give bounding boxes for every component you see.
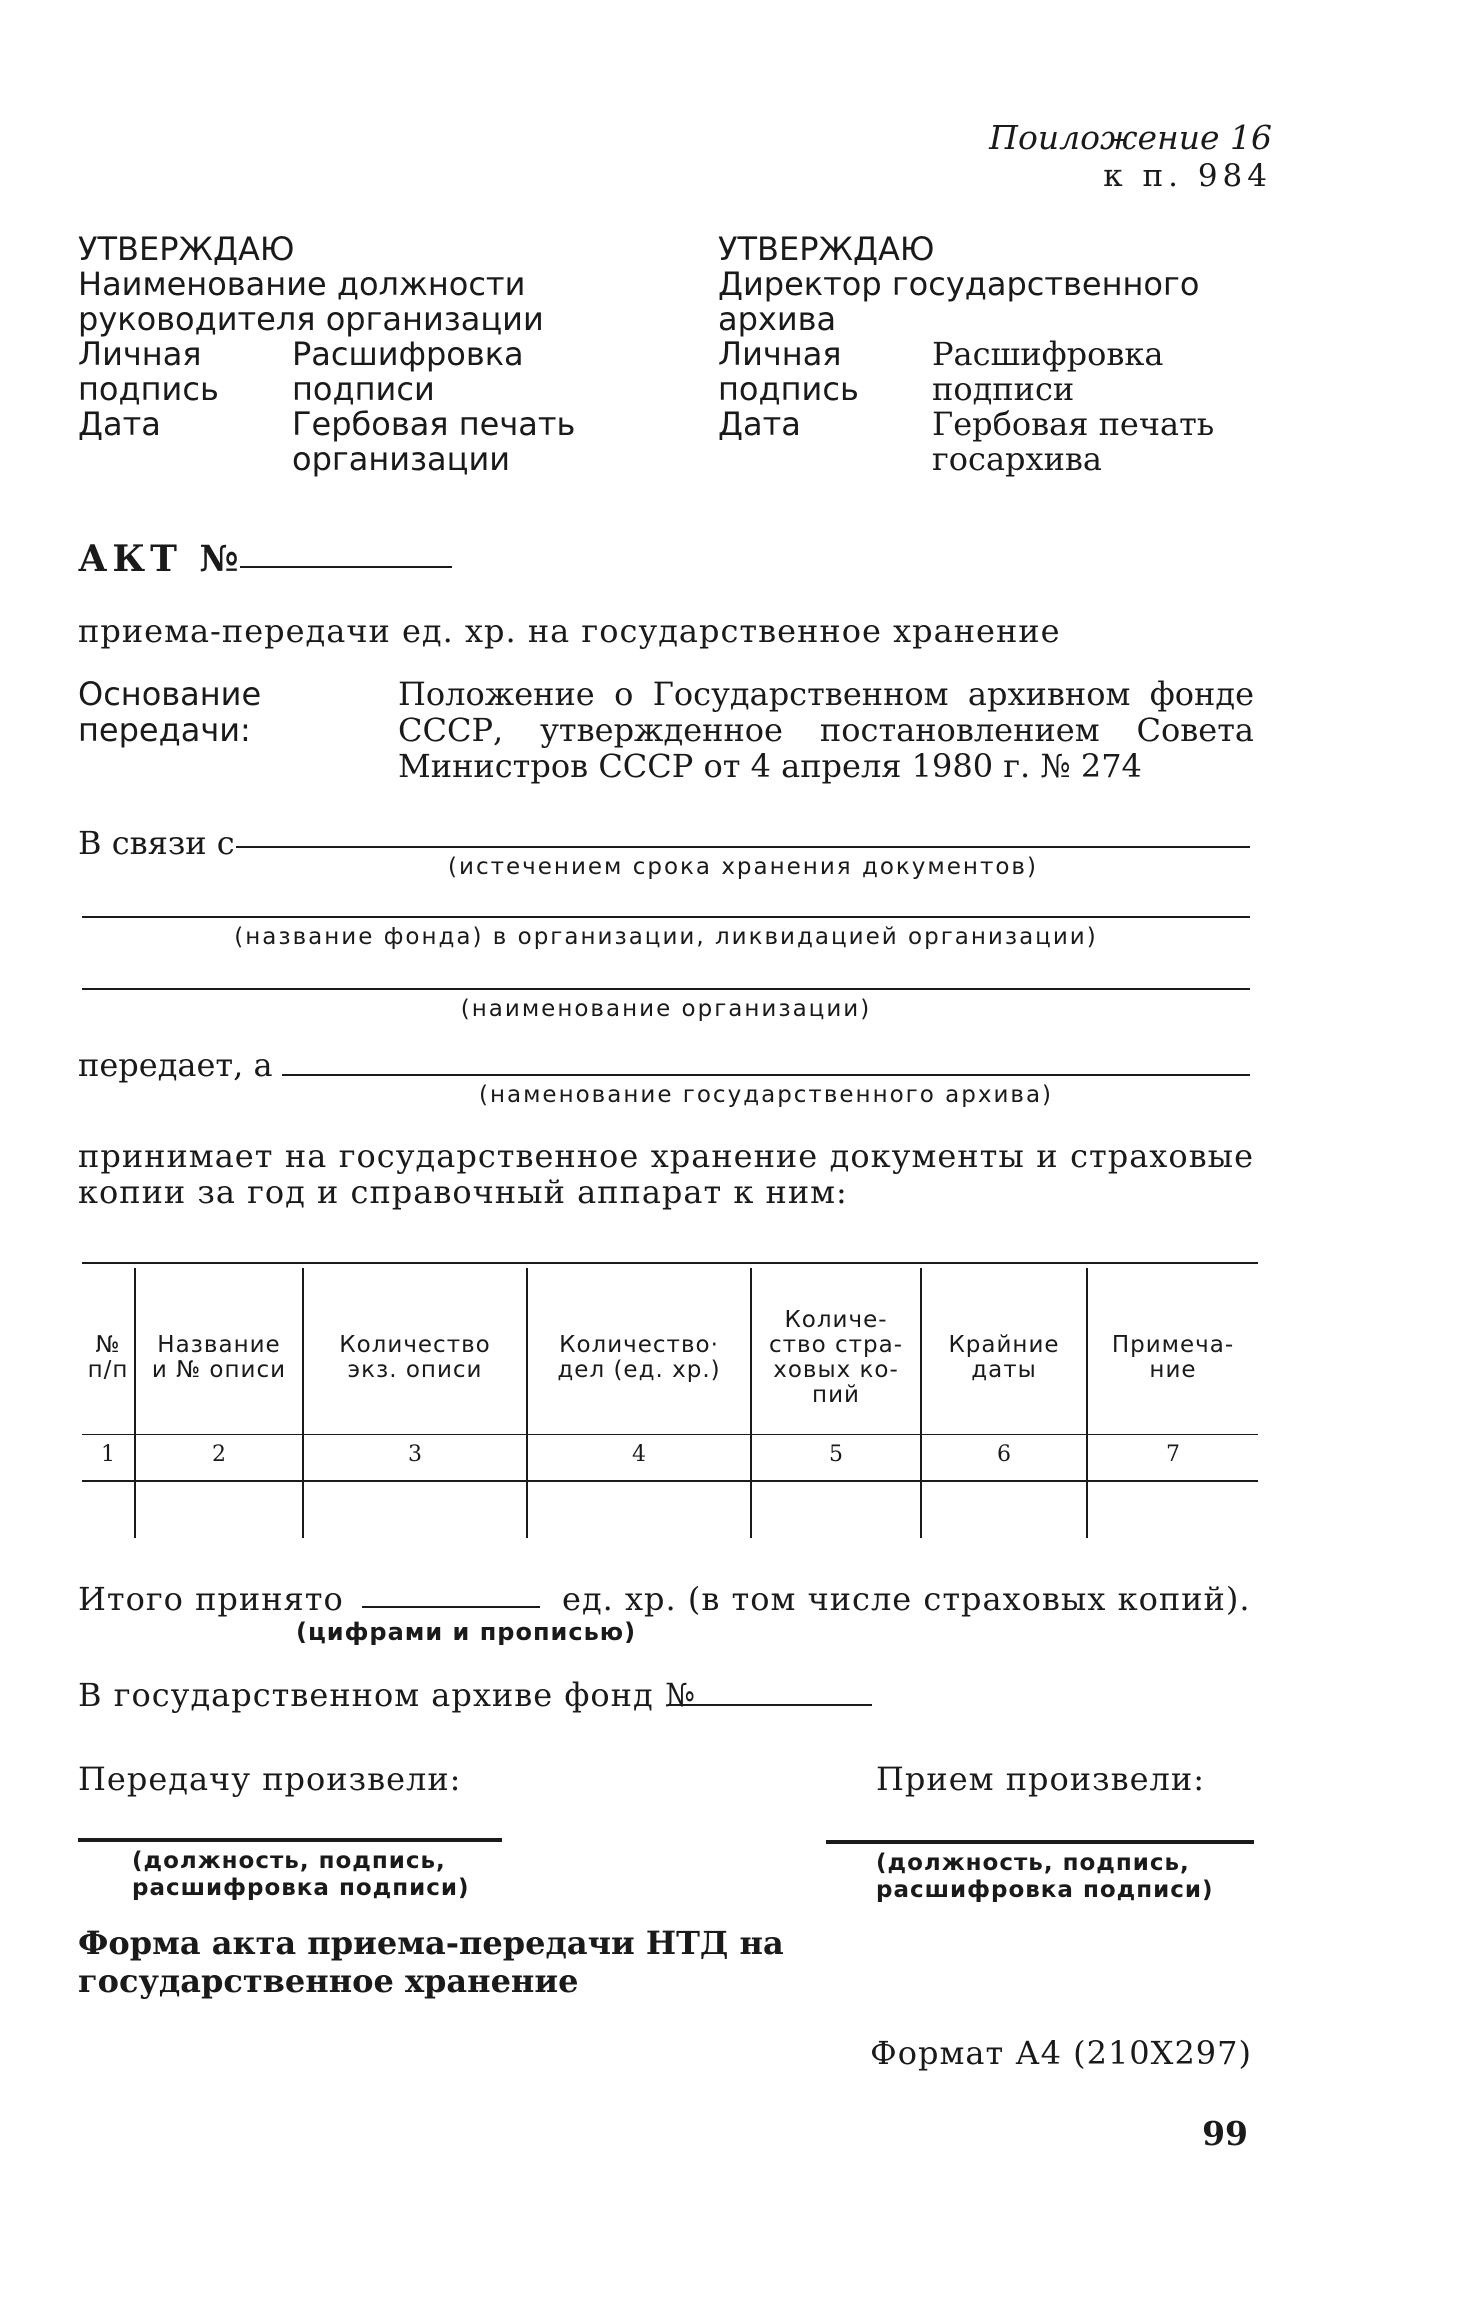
approval-block-archive — [718, 232, 1214, 477]
appendix-label: Поиложение 16 — [989, 118, 1272, 157]
column-number: 5 — [829, 1442, 843, 1467]
approval-position-line2: архива — [718, 300, 837, 338]
column-header-inventory-copies: Количество экз. описи — [339, 1332, 491, 1383]
appendix-reference: к п. 984 — [1103, 158, 1272, 194]
archive-caption: (наменование государственного архива) — [478, 1082, 1054, 1108]
signature-label-cont: подпись — [78, 370, 219, 408]
signature-label: Личная — [78, 335, 202, 373]
date-label: Дата — [718, 405, 801, 443]
table-top-rule — [82, 1262, 1258, 1264]
reason-caption: (истечением срока хранения документов) — [448, 854, 1038, 880]
transfer-table — [82, 1262, 1258, 1542]
date-label: Дата — [78, 405, 161, 443]
column-number: 2 — [212, 1442, 226, 1467]
column-number: 1 — [101, 1442, 115, 1467]
transfers-label: передает, а — [78, 1046, 273, 1084]
approval-title: УТВЕРЖДАЮ — [78, 230, 295, 268]
seal-label-cont: организации — [292, 440, 511, 478]
basis-text: Положение о Государственном архивном фонде СССР, утвержденное постановлением Совета Министров СССР от 4 апреля 1980 г. № 274 — [398, 675, 1254, 785]
column-header-inventory-name: Название и № описи — [151, 1332, 287, 1383]
page-number: 99 — [1202, 2114, 1248, 2153]
table-number-rule — [82, 1480, 1258, 1482]
basis-label — [78, 676, 261, 748]
seal-label: Гербовая печать — [932, 405, 1215, 443]
column-header-date-range: Крайние даты — [948, 1332, 1060, 1383]
receipt-signature-caption-line1: (должность, подпись, — [876, 1850, 1190, 1876]
total-hint: (цифрами и прописью) — [296, 1618, 637, 1646]
column-number: 6 — [997, 1442, 1011, 1467]
transfer-signature-caption — [132, 1848, 469, 1902]
approval-position-line2: руководителя организации — [78, 300, 544, 338]
seal-label-cont: госархива — [932, 440, 1102, 478]
form-title-line1: Форма акта приема-передачи НТД на — [78, 1924, 784, 1962]
fund-caption: (название фонда) в организации, ликвидацией организации) — [234, 924, 1098, 950]
organization-fill-line[interactable] — [82, 988, 1250, 990]
transfer-signature-heading: Передачу произвели: — [78, 1760, 462, 1798]
approval-position-line1: Директор государственного — [718, 265, 1200, 303]
total-fill-line[interactable] — [362, 1606, 540, 1608]
transfer-signature-line[interactable] — [78, 1838, 502, 1842]
approval-block-organization — [78, 232, 575, 477]
column-number: 7 — [1166, 1442, 1180, 1467]
receipt-signature-caption-line2: расшифровка подписи) — [876, 1877, 1214, 1903]
column-header-number: № п/п — [87, 1332, 129, 1383]
accept-text: принимает на государственное хранение документы и страховые копии за год и справочный аппарат к ним: — [78, 1137, 1254, 1211]
transfer-signature-caption-line2: расшифровка подписи) — [132, 1875, 470, 1901]
fund-fill-line[interactable] — [82, 916, 1250, 918]
signature-decode-label: Расшифровка — [292, 335, 524, 373]
signature-label: Личная — [718, 335, 842, 373]
act-title: АКТ № — [78, 538, 244, 580]
signature-decode-label: Расшифровка — [932, 335, 1164, 373]
basis-label-line1: Основание — [78, 675, 262, 713]
receipt-signature-line[interactable] — [826, 1840, 1254, 1844]
column-header-notes: Примеча- ние — [1111, 1332, 1235, 1383]
fund-number-fill-line[interactable] — [668, 1704, 872, 1706]
act-number-blank[interactable] — [240, 566, 452, 568]
form-title-line2: государственное хранение — [78, 1962, 579, 2000]
signature-decode-label-cont: подписи — [292, 370, 435, 408]
column-header-insurance-copies: Количе- ство стра- ховых ко- пий — [768, 1307, 904, 1408]
in-connection-label: В связи с — [78, 824, 235, 862]
approval-title: УТВЕРЖДАЮ — [718, 230, 935, 268]
signature-label-cont: подпись — [718, 370, 859, 408]
fund-number-label: В государственном архиве фонд № — [78, 1676, 697, 1714]
seal-label: Гербовая печать — [292, 405, 576, 443]
total-units: ед. хр. (в том числе страховых копий). — [562, 1580, 1251, 1618]
act-subtitle: приема-передачи ед. хр. на государственное хранение — [78, 612, 1061, 650]
reason-fill-line[interactable] — [236, 846, 1250, 848]
transfer-signature-caption-line1: (должность, подпись, — [132, 1848, 446, 1874]
paper-format: Формат А4 (210Х297) — [870, 2034, 1252, 2072]
column-header-file-count: Количество· дел (ед. хр.) — [557, 1332, 721, 1383]
signature-decode-label-cont: подписи — [932, 370, 1075, 408]
receipt-signature-heading: Прием произвели: — [876, 1760, 1205, 1798]
approval-position-line1: Наименование должности — [78, 265, 526, 303]
column-number: 3 — [408, 1442, 422, 1467]
column-number: 4 — [632, 1442, 646, 1467]
receipt-signature-caption — [876, 1850, 1213, 1904]
archive-fill-line[interactable] — [282, 1074, 1250, 1076]
form-title — [78, 1924, 784, 2000]
table-header-rule — [82, 1434, 1258, 1435]
organization-caption: (наименование организации) — [460, 996, 872, 1022]
total-label: Итого принято — [78, 1580, 344, 1618]
basis-label-line2: передачи: — [78, 711, 251, 749]
